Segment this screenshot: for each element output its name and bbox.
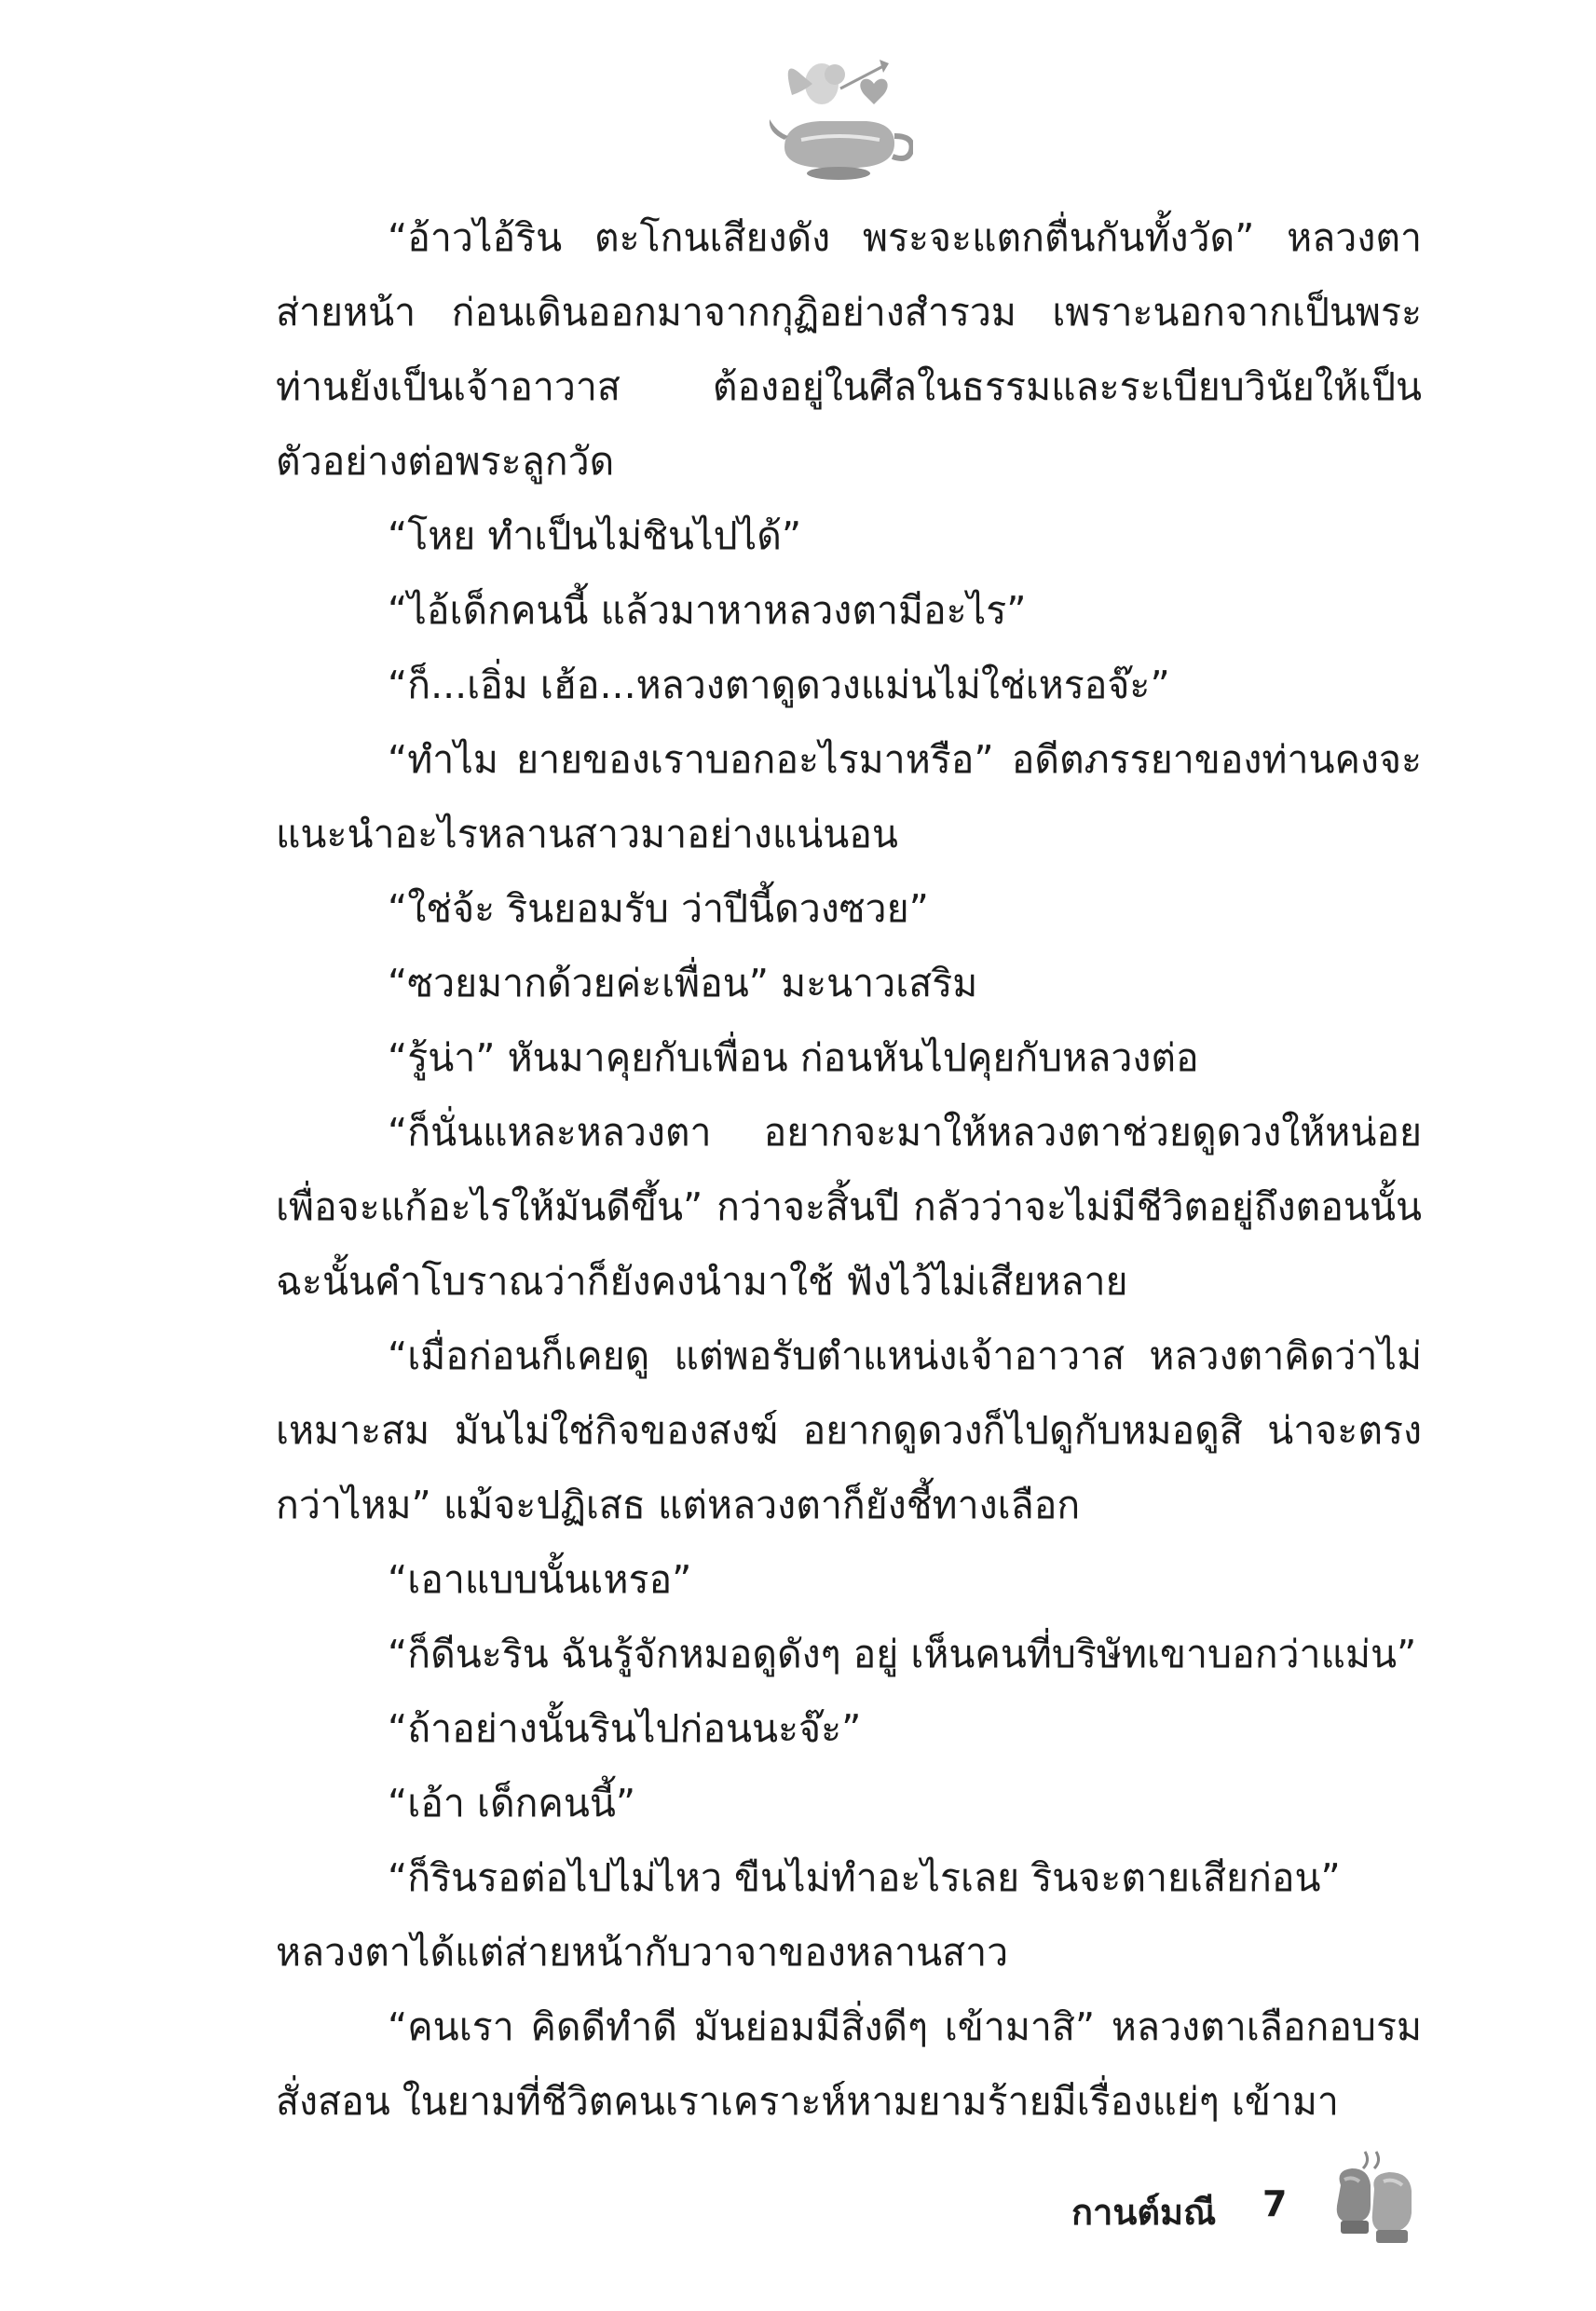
book-title: กานต์มณี	[1071, 2192, 1217, 2233]
paragraph: “ซวยมากด้วยค่ะเพื่อน” มะนาวเสริม	[388, 961, 978, 1005]
paragraph: หลวงตาได้แต่ส่ายหน้ากับวาจาของหลานสาว	[276, 1930, 1009, 1975]
paragraph: “เมื่อก่อนก็เคยดู แต่พอรับตำแหน่งเจ้าอาวาส หลวงตาคิดว่าไม่เหมาะสม มันไม่ใช่กิจของสงฆ์ อยากดูดวงก็ไปดูกับหมอดูสิ น่าจะตรงกว่าไหม” แม้จะปฏิเสธ แต่หลวงตาก็ยังชี้ทางเลือก	[276, 1333, 1422, 1527]
paragraph: “ไอ้เด็กคนนี้ แล้วมาหาหลวงตามีอะไร”	[388, 588, 1027, 633]
paragraph: “รู้น่า” หันมาคุยกับเพื่อน ก่อนหันไปคุยกับหลวงต่อ	[388, 1035, 1199, 1080]
paragraph: “ทำไม ยายของเราบอกอะไรมาหรือ” อดีตภรรยาของท่านคงจะแนะนำอะไรหลานสาวมาอย่างแน่นอน	[276, 737, 1422, 856]
paragraph: “ก็ดีนะริน ฉันรู้จักหมอดูดังๆ อยู่ เห็นคนที่บริษัทเขาบอกว่าแม่น”	[388, 1632, 1417, 1676]
boxing-gloves-icon	[1328, 2148, 1421, 2250]
paragraph: “เอ้า เด็กคนนี้”	[388, 1781, 636, 1826]
paragraph: “ก็นั่นแหละหลวงตา อยากจะมาให้หลวงตาช่วยดูดวงให้หน่อยเพื่อจะแก้อะไรให้มันดีขึ้น” กว่าจะสิ้นปี กลัวว่าจะไม่มีชีวิตอยู่ถึงตอนนั้นฉะนั้นคำโบราณว่าก็ยังคงนำมาใช้ ฟังไว้ไม่เสียหลาย	[276, 1110, 1422, 1304]
paragraph: “เอาแบบนั้นเหรอ”	[388, 1557, 692, 1602]
paragraph: “ก็...เอิ่ม เฮ้อ...หลวงตาดูดวงแม่นไม่ใช่เหรอจ๊ะ”	[388, 663, 1170, 707]
paragraph: “ก็รินรอต่อไปไม่ไหว ขืนไม่ทำอะไรเลย รินจะตายเสียก่อน”	[388, 1855, 1341, 1900]
paragraph: “ใช่จ้ะ รินยอมรับ ว่าปีนี้ดวงซวย”	[388, 886, 929, 931]
page-number: 7	[1262, 2183, 1288, 2224]
story-text	[276, 200, 1422, 2139]
cherub-teapot-icon	[764, 47, 913, 186]
page-footer	[1071, 2148, 1425, 2260]
paragraph: “โหย ทำเป็นไม่ชินไปได้”	[388, 513, 802, 558]
paragraph: “ถ้าอย่างนั้นรินไปก่อนนะจ๊ะ”	[388, 1706, 862, 1751]
paragraph: “อ้าวไอ้ริน ตะโกนเสียงดัง พระจะแตกตื่นกันทั้งวัด” หลวงตาส่ายหน้า ก่อนเดินออกมาจากกุฏิอย่างสำรวม เพราะนอกจากเป็นพระท่านยังเป็นเจ้าอาวาส ต้องอยู่ในศีลในธรรมและระเบียบวินัยให้เป็นตัวอย่างต่อพระลูกวัด	[276, 215, 1422, 484]
paragraph: “คนเรา คิดดีทำดี มันย่อมมีสิ่งดีๆ เข้ามาสิ” หลวงตาเลือกอบรมสั่งสอน ในยามที่ชีวิตคนเราเคราะห์หามยามร้ายมีเรื่องแย่ๆ เข้ามา	[276, 2004, 1422, 2124]
